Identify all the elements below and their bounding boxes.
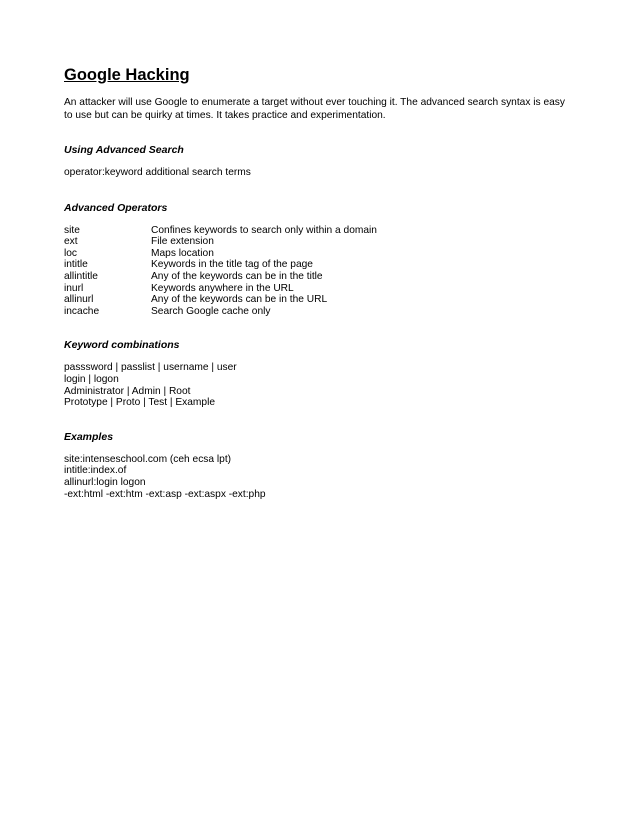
keyword-combinations-list [64, 362, 584, 408]
operator-description: Confines keywords to search only within a domain [151, 224, 377, 236]
operator-row [64, 248, 377, 260]
operator-row [64, 225, 377, 237]
operator-name: allintitle [64, 270, 98, 282]
operator-row [64, 294, 377, 306]
operator-row [64, 306, 377, 318]
section-heading-advanced-operators: Advanced Operators [64, 201, 168, 214]
operators-table [64, 225, 377, 318]
list-item: allinurl:login logon [64, 476, 146, 488]
list-item: site:intenseschool.com (ceh ecsa lpt) [64, 453, 232, 465]
list-item: Administrator | Admin | Root [64, 385, 191, 397]
operator-description: Keywords anywhere in the URL [151, 282, 294, 294]
section-heading-examples: Examples [64, 430, 114, 443]
operator-name: inurl [64, 282, 84, 294]
operator-row [64, 259, 377, 271]
section-heading-keyword-combinations: Keyword combinations [64, 339, 180, 352]
operator-row [64, 271, 377, 283]
operator-description: Any of the keywords can be in the title [151, 270, 323, 282]
examples-list [64, 454, 584, 500]
intro-paragraph: An attacker will use Google to enumerate a target without ever touching it. The advanced search syntax is easy to use but can be quirky at times. It takes practice and experimentation. [64, 97, 565, 121]
operator-description: Keywords in the title tag of the page [151, 259, 313, 271]
operator-name: loc [64, 247, 78, 259]
operator-description: Maps location [151, 247, 214, 259]
operator-name: site [64, 224, 80, 236]
list-item: Prototype | Proto | Test | Example [64, 397, 216, 409]
list-item: login | logon [64, 373, 119, 385]
document-page [64, 64, 584, 500]
advanced-search-syntax: operator:keyword additional search terms [64, 167, 251, 178]
operator-description: Search Google cache only [151, 305, 271, 317]
operator-description: Any of the keywords can be in the URL [151, 294, 328, 306]
section-heading-using-advanced-search: Using Advanced Search [64, 144, 184, 156]
operator-name: intitle [64, 259, 88, 271]
list-item: intitle:index.of [64, 465, 127, 477]
operator-name: incache [64, 305, 100, 317]
operator-row [64, 283, 377, 295]
operator-name: ext [64, 236, 78, 248]
list-item: -ext:html -ext:htm -ext:asp -ext:aspx -ext:php [64, 488, 266, 500]
list-item: passsword | passlist | username | user [64, 362, 237, 374]
operator-row [64, 236, 377, 248]
operator-name: allinurl [64, 294, 94, 306]
document-title: Google Hacking [64, 66, 190, 84]
operator-description: File extension [151, 236, 214, 248]
